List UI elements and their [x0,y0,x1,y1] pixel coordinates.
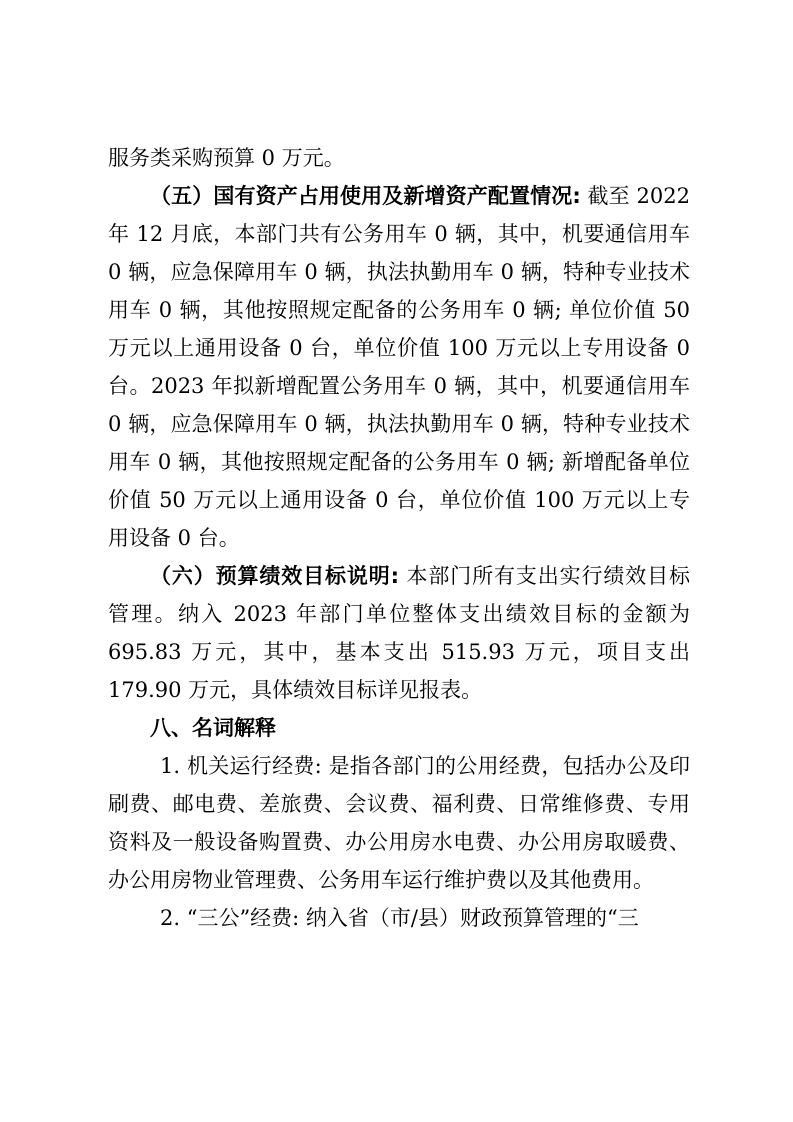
section-title: 八、名词解释 [150,716,276,740]
performance-goals-paragraph [108,557,690,709]
term-operating-expenses: 1. 机关运行经费: 是指各部门的公用经费，包括办公及印刷费、邮电费、差旅费、会议费、福利费、日常维修费、专用资料及一般设备购置费、办公用房水电费、办公用房取暖费、办公用房物业管理费、公务用车运行维护费以及其他费用。 [108,754,690,892]
document-body [108,139,690,937]
state-assets-text: 截至 2022 年 12 月底，本部门共有公务用车 0 辆，其中，机要通信用车 0 辆，应急保障用车 0 辆，执法执勤用车 0 辆，特种专业技术用车 0 辆，其他按照规定配备的公务用车 0 辆; 单位价值 50 万元以上通用设备 0 台，单位价值 100 万元以上专用设备 0 台。2023 年拟新增配置公务用车 0 辆，其中，机要通信用车 0 辆，应急保障用车 0 辆，执法执勤用车 0 辆，特种专业技术用车 0 辆，其他按照规定配备的公务用车 0 辆; 新增配备单位价值 50 万元以上通用设备 0 台，单位价值 100 万元以上专用设备 0 台。 [108,184,690,550]
performance-goals-heading: （六）预算绩效目标说明: [150,564,399,588]
performance-goals-text: 本部门所有支出实行绩效目标管理。纳入 2023 年部门单位整体支出绩效目标的金额为 695.83 万元，其中，基本支出 515.93 万元，项目支出 179.90 万元，具体绩效目标详见报表。 [108,564,690,702]
services-procurement-paragraph: 服务类采购预算 0 万元。 [108,146,345,170]
state-assets-paragraph [108,177,690,557]
term-three-public-expenses: 2. “三公”经费: 纳入省（市/县）财政预算管理的“三 [160,906,639,930]
state-assets-heading: （五）国有资产占用使用及新增资产配置情况: [150,184,581,208]
